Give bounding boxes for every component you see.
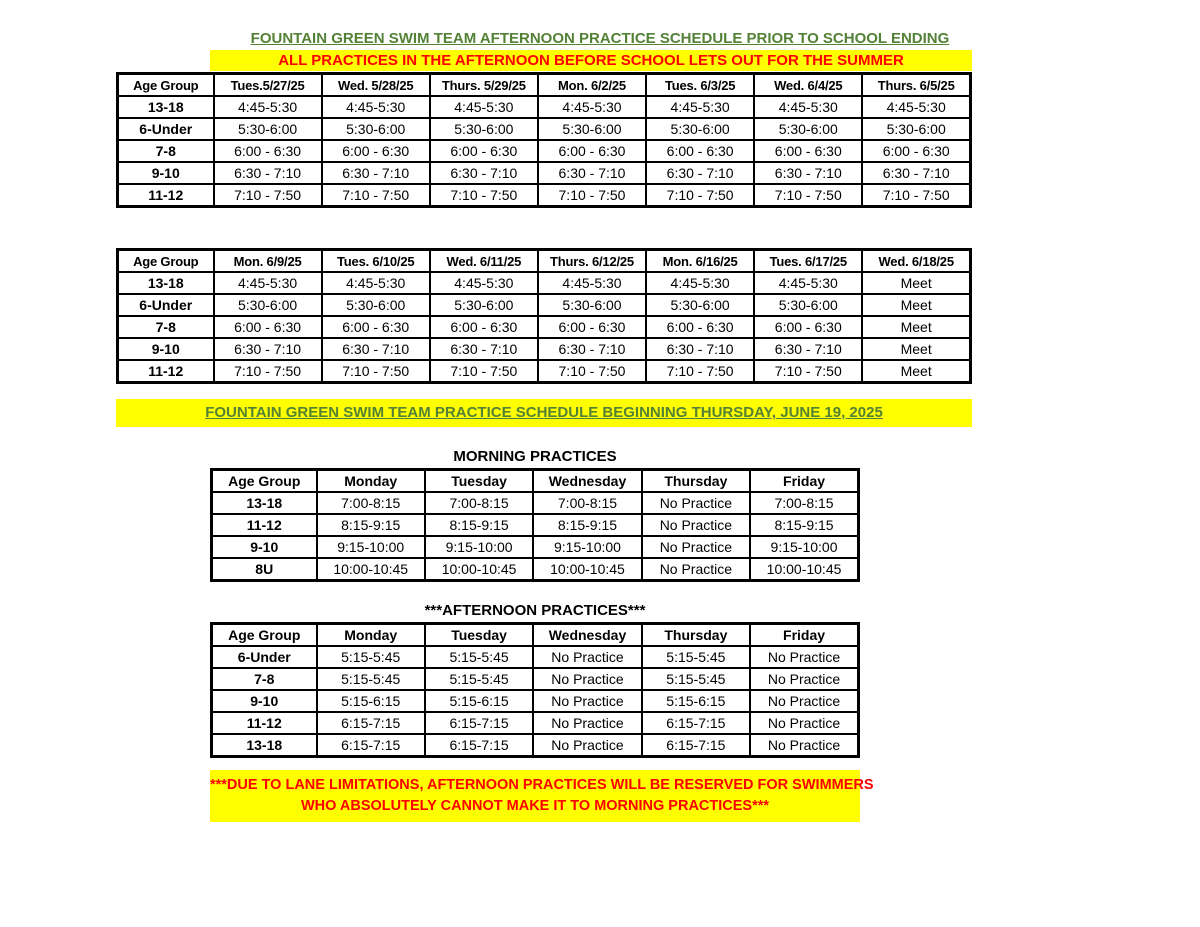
column-header: Wednesday [533, 624, 641, 647]
column-header: Wed. 6/11/25 [430, 250, 538, 273]
time-cell: 10:00-10:45 [533, 558, 641, 581]
afternoon-practices-heading: ***AFTERNOON PRACTICES*** [424, 602, 646, 619]
column-header: Age Group [118, 74, 214, 97]
lane-limitations-note [210, 770, 874, 822]
header-row [118, 250, 971, 273]
time-cell: 5:30-6:00 [646, 294, 754, 316]
header-row [118, 74, 971, 97]
time-cell: Meet [862, 272, 970, 294]
age-group-cell: 7-8 [212, 668, 317, 690]
time-cell: 7:10 - 7:50 [754, 184, 862, 207]
table-row [212, 558, 859, 581]
time-cell: 5:15-6:15 [317, 690, 425, 712]
time-cell: 8:15-9:15 [533, 514, 641, 536]
column-header: Thursday [642, 624, 750, 647]
age-group-cell: 13-18 [212, 492, 317, 514]
age-group-cell: 7-8 [118, 316, 214, 338]
note-line-1: ***DUE TO LANE LIMITATIONS, AFTERNOON PRACTICES WILL BE RESERVED FOR SWIMMERS [210, 777, 874, 793]
afternoon-practices-table [210, 622, 860, 758]
time-cell: 7:10 - 7:50 [754, 360, 862, 383]
time-cell: 6:30 - 7:10 [322, 162, 430, 184]
age-group-cell: 6-Under [212, 646, 317, 668]
table-row [118, 140, 971, 162]
column-header: Tues.5/27/25 [214, 74, 322, 97]
note-line-2: WHO ABSOLUTELY CANNOT MAKE IT TO MORNING PRACTICES*** [300, 798, 770, 814]
time-cell: 5:30-6:00 [862, 118, 970, 140]
time-cell: 4:45-5:30 [322, 96, 430, 118]
age-group-cell: 9-10 [118, 338, 214, 360]
time-cell: 6:00 - 6:30 [214, 316, 322, 338]
header-row [212, 624, 859, 647]
time-cell: 7:00-8:15 [533, 492, 641, 514]
time-cell: No Practice [533, 646, 641, 668]
table-row [212, 646, 859, 668]
time-cell: No Practice [642, 536, 750, 558]
time-cell: 6:15-7:15 [425, 712, 533, 734]
column-header: Wed. 6/18/25 [862, 250, 970, 273]
time-cell: 6:30 - 7:10 [430, 338, 538, 360]
time-cell: 6:15-7:15 [642, 734, 750, 757]
time-cell: 4:45-5:30 [862, 96, 970, 118]
column-header: Monday [317, 624, 425, 647]
time-cell: 6:30 - 7:10 [430, 162, 538, 184]
time-cell: 4:45-5:30 [646, 96, 754, 118]
time-cell: 6:00 - 6:30 [538, 316, 646, 338]
morning-practices-heading: MORNING PRACTICES [453, 448, 617, 465]
column-header: Mon. 6/2/25 [538, 74, 646, 97]
time-cell: 7:10 - 7:50 [322, 184, 430, 207]
time-cell: 4:45-5:30 [322, 272, 430, 294]
age-group-cell: 9-10 [212, 690, 317, 712]
time-cell: 6:30 - 7:10 [754, 162, 862, 184]
time-cell: 5:15-5:45 [317, 668, 425, 690]
schedule-table-week2 [116, 248, 972, 384]
time-cell: 8:15-9:15 [425, 514, 533, 536]
time-cell: 5:15-6:15 [425, 690, 533, 712]
time-cell: 6:15-7:15 [317, 734, 425, 757]
age-group-cell: 6-Under [118, 118, 214, 140]
time-cell: 5:15-5:45 [425, 668, 533, 690]
time-cell: 6:00 - 6:30 [430, 140, 538, 162]
column-header: Tues. 6/10/25 [322, 250, 430, 273]
time-cell: 7:10 - 7:50 [646, 360, 754, 383]
column-header: Tuesday [425, 624, 533, 647]
age-group-cell: 8U [212, 558, 317, 581]
time-cell: 4:45-5:30 [754, 96, 862, 118]
table-row [118, 294, 971, 316]
time-cell: No Practice [533, 668, 641, 690]
column-header: Wednesday [533, 470, 641, 493]
age-group-cell: 11-12 [118, 360, 214, 383]
table-row [212, 668, 859, 690]
time-cell: 6:00 - 6:30 [322, 140, 430, 162]
age-group-cell: 9-10 [118, 162, 214, 184]
column-header: Thursday [642, 470, 750, 493]
table-row [212, 514, 859, 536]
time-cell: 7:00-8:15 [750, 492, 858, 514]
time-cell: Meet [862, 338, 970, 360]
time-cell: 6:30 - 7:10 [538, 338, 646, 360]
time-cell: No Practice [750, 646, 858, 668]
column-header: Friday [750, 624, 858, 647]
time-cell: 6:00 - 6:30 [754, 140, 862, 162]
time-cell: 6:00 - 6:30 [862, 140, 970, 162]
time-cell: 9:15-10:00 [750, 536, 858, 558]
time-cell: 6:00 - 6:30 [646, 316, 754, 338]
time-cell: 9:15-10:00 [533, 536, 641, 558]
time-cell: 7:10 - 7:50 [646, 184, 754, 207]
table-row [212, 712, 859, 734]
time-cell: 7:10 - 7:50 [538, 360, 646, 383]
time-cell: 5:30-6:00 [430, 118, 538, 140]
column-header: Tues. 6/17/25 [754, 250, 862, 273]
column-header: Thurs. 6/5/25 [862, 74, 970, 97]
time-cell: No Practice [533, 712, 641, 734]
time-cell: 10:00-10:45 [317, 558, 425, 581]
age-group-cell: 9-10 [212, 536, 317, 558]
column-header: Age Group [212, 624, 317, 647]
column-header: Monday [317, 470, 425, 493]
table-row [118, 118, 971, 140]
time-cell: 6:30 - 7:10 [214, 162, 322, 184]
schedule-table-week1 [116, 72, 972, 208]
column-header: Thurs. 5/29/25 [430, 74, 538, 97]
column-header: Wed. 6/4/25 [754, 74, 862, 97]
column-header: Tues. 6/3/25 [646, 74, 754, 97]
time-cell: 6:30 - 7:10 [862, 162, 970, 184]
time-cell: 9:15-10:00 [425, 536, 533, 558]
header-row [212, 470, 859, 493]
time-cell: 5:30-6:00 [214, 118, 322, 140]
time-cell: No Practice [642, 492, 750, 514]
time-cell: Meet [862, 316, 970, 338]
time-cell: 8:15-9:15 [750, 514, 858, 536]
time-cell: 4:45-5:30 [538, 96, 646, 118]
age-group-cell: 11-12 [212, 712, 317, 734]
time-cell: 6:00 - 6:30 [754, 316, 862, 338]
time-cell: 4:45-5:30 [214, 272, 322, 294]
time-cell: 5:30-6:00 [214, 294, 322, 316]
time-cell: 7:10 - 7:50 [214, 360, 322, 383]
column-header: Thurs. 6/12/25 [538, 250, 646, 273]
time-cell: 5:15-5:45 [317, 646, 425, 668]
table-row [212, 690, 859, 712]
time-cell: 7:10 - 7:50 [538, 184, 646, 207]
table-row [212, 492, 859, 514]
afternoon-notice-banner: ALL PRACTICES IN THE AFTERNOON BEFORE SCHOOL LETS OUT FOR THE SUMMER [210, 50, 972, 71]
time-cell: 6:00 - 6:30 [322, 316, 430, 338]
time-cell: 7:10 - 7:50 [430, 184, 538, 207]
time-cell: 4:45-5:30 [430, 272, 538, 294]
time-cell: 6:30 - 7:10 [214, 338, 322, 360]
time-cell: 6:00 - 6:30 [214, 140, 322, 162]
time-cell: 9:15-10:00 [317, 536, 425, 558]
table-row [118, 96, 971, 118]
table-row [212, 536, 859, 558]
time-cell: 4:45-5:30 [214, 96, 322, 118]
time-cell: 6:00 - 6:30 [430, 316, 538, 338]
time-cell: 5:15-5:45 [642, 646, 750, 668]
time-cell: 6:00 - 6:30 [646, 140, 754, 162]
age-group-cell: 13-18 [118, 96, 214, 118]
time-cell: 5:30-6:00 [538, 294, 646, 316]
time-cell: 6:30 - 7:10 [646, 162, 754, 184]
column-header: Mon. 6/9/25 [214, 250, 322, 273]
time-cell: 6:30 - 7:10 [754, 338, 862, 360]
column-header: Friday [750, 470, 858, 493]
age-group-cell: 7-8 [118, 140, 214, 162]
time-cell: No Practice [533, 690, 641, 712]
time-cell: 7:00-8:15 [425, 492, 533, 514]
time-cell: 4:45-5:30 [754, 272, 862, 294]
summer-schedule-banner: FOUNTAIN GREEN SWIM TEAM PRACTICE SCHEDULE BEGINNING THURSDAY, JUNE 19, 2025 [116, 399, 972, 427]
time-cell: No Practice [750, 712, 858, 734]
time-cell: 7:10 - 7:50 [862, 184, 970, 207]
time-cell: No Practice [642, 558, 750, 581]
page-title: FOUNTAIN GREEN SWIM TEAM AFTERNOON PRACTICE SCHEDULE PRIOR TO SCHOOL ENDING [250, 30, 950, 47]
time-cell: No Practice [642, 514, 750, 536]
time-cell: 5:30-6:00 [430, 294, 538, 316]
table-row [118, 184, 971, 207]
time-cell: 10:00-10:45 [425, 558, 533, 581]
time-cell: No Practice [750, 668, 858, 690]
time-cell: 7:10 - 7:50 [214, 184, 322, 207]
time-cell: 5:15-5:45 [425, 646, 533, 668]
time-cell: 5:30-6:00 [538, 118, 646, 140]
column-header: Age Group [212, 470, 317, 493]
time-cell: 4:45-5:30 [646, 272, 754, 294]
time-cell: 7:10 - 7:50 [430, 360, 538, 383]
time-cell: No Practice [533, 734, 641, 757]
time-cell: Meet [862, 294, 970, 316]
time-cell: 5:15-5:45 [642, 668, 750, 690]
time-cell: 6:15-7:15 [425, 734, 533, 757]
age-group-cell: 13-18 [212, 734, 317, 757]
time-cell: 4:45-5:30 [430, 96, 538, 118]
age-group-cell: 11-12 [118, 184, 214, 207]
time-cell: 6:15-7:15 [317, 712, 425, 734]
age-group-cell: 13-18 [118, 272, 214, 294]
table-row [118, 272, 971, 294]
time-cell: 5:30-6:00 [322, 118, 430, 140]
table-row [118, 360, 971, 383]
table-row [212, 734, 859, 757]
table-row [118, 162, 971, 184]
time-cell: 10:00-10:45 [750, 558, 858, 581]
age-group-cell: 11-12 [212, 514, 317, 536]
time-cell: 5:30-6:00 [754, 118, 862, 140]
time-cell: 7:00-8:15 [317, 492, 425, 514]
time-cell: 5:30-6:00 [322, 294, 430, 316]
time-cell: 5:15-6:15 [642, 690, 750, 712]
table-row [118, 338, 971, 360]
time-cell: 6:00 - 6:30 [538, 140, 646, 162]
time-cell: Meet [862, 360, 970, 383]
time-cell: 6:30 - 7:10 [538, 162, 646, 184]
age-group-cell: 6-Under [118, 294, 214, 316]
time-cell: No Practice [750, 734, 858, 757]
column-header: Wed. 5/28/25 [322, 74, 430, 97]
time-cell: 6:15-7:15 [642, 712, 750, 734]
table-row [118, 316, 971, 338]
column-header: Mon. 6/16/25 [646, 250, 754, 273]
time-cell: 7:10 - 7:50 [322, 360, 430, 383]
time-cell: 6:30 - 7:10 [322, 338, 430, 360]
time-cell: 5:30-6:00 [754, 294, 862, 316]
time-cell: 8:15-9:15 [317, 514, 425, 536]
column-header: Tuesday [425, 470, 533, 493]
time-cell: No Practice [750, 690, 858, 712]
time-cell: 5:30-6:00 [646, 118, 754, 140]
time-cell: 6:30 - 7:10 [646, 338, 754, 360]
column-header: Age Group [118, 250, 214, 273]
time-cell: 4:45-5:30 [538, 272, 646, 294]
morning-practices-table [210, 468, 860, 582]
